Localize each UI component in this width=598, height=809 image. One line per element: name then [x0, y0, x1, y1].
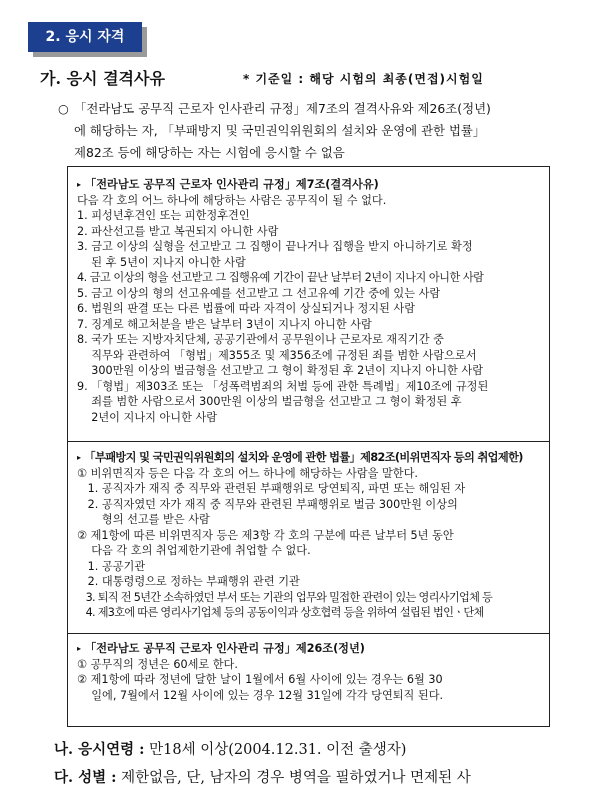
regulation-line: 7. 징계로 해고처분을 받은 날부터 3년이 지나지 아니한 사람 [77, 317, 372, 331]
regulation-line: ① 공무직의 정년은 60세로 한다. [77, 657, 238, 671]
article-title: 「부패방지 및 국민권익위원회의 설치와 운영에 관한 법률」제82조(비위면직자 등의 취업제한) [84, 451, 523, 464]
gender-label: 다. 성별 : [54, 769, 117, 786]
triangle-bullet-icon: ▸ [77, 180, 82, 189]
regulation-box [67, 166, 550, 727]
regulation-line: 1. 공직자가 재직 중 직무와 관련된 부패행위로 당연퇴직, 파면 또는 해임된 자 [77, 482, 466, 495]
regulation-line: ② 제1항에 따라 정년에 달한 날이 1월에서 6월 사이에 있는 경우는 6월 30 [77, 673, 443, 686]
regulation-line: ② 제1항에 따른 비위면직자 등은 제3항 각 호의 구분에 따른 날부터 5년 동안 [77, 528, 454, 542]
regulation-line: 다음 각 호의 어느 하나에 해당하는 사람은 공무직이 될 수 없다. [77, 193, 387, 207]
article-title: 「전라남도 공무직 근로자 인사관리 규정」제26조(정년) [85, 642, 365, 655]
circle-bullet-icon: ○ [58, 101, 69, 116]
regulation-line: 6. 법원의 판결 또는 다른 법률에 따라 자격이 상실되거나 정지된 사람 [77, 302, 416, 315]
reference-date-note: * 기준일 : 해당 시험의 최종(면접)시험일 [243, 72, 484, 86]
regulation-line: 직무와 관련하여 「형법」제355조 및 제356조에 규정된 죄를 범한 사람으로서 [77, 348, 477, 362]
regulation-line: 5. 금고 이상의 형의 선고유예를 선고받고 그 선고유예 기간 중에 있는 사람 [77, 286, 441, 300]
article-title: 「전라남도 공무직 근로자 인사관리 규정」제7조(결격사유) [85, 178, 379, 191]
regulation-line: 2. 대통령령으로 정하는 부패행위 관련 기관 [77, 575, 300, 588]
box-divider [68, 441, 549, 442]
regulation-line: 1. 피성년후견인 또는 피한정후견인 [77, 209, 250, 222]
regulation-line: ① 비위면직자 등은 다음 각 호의 어느 하나에 해당하는 사람을 말한다. [77, 466, 418, 480]
gender-requirement [54, 766, 471, 787]
section-header-label: 2. 응시 자격 [28, 22, 142, 52]
regulation-line: 일에, 7월에서 12월 사이에 있는 경우 12월 31일에 각각 당연퇴직 된다. [77, 688, 444, 702]
regulation-line: 2년이 지나지 아니한 사람 [77, 410, 218, 424]
regulation-line: 3. 퇴직 전 5년간 소속하였던 부서 또는 기관의 업무와 밀접한 관련이 있는 영리사기업체 등 [77, 590, 493, 604]
regulation-line: 2. 공직자였던 자가 재직 중 직무와 관련된 부패행위로 벌금 300만원 이상의 [77, 497, 458, 511]
regulation-line: 2. 파산선고를 받고 복권되지 아니한 사람 [77, 224, 279, 238]
regulation-article-7 [77, 177, 543, 425]
age-value: 만18세 이상(2004.12.31. 이전 출생자) [149, 742, 407, 758]
regulation-article-82 [77, 450, 543, 621]
regulation-line: 형의 선고를 받은 사람 [77, 513, 210, 526]
regulation-line: 죄를 범한 사람으로서 300만원 이상의 벌금형을 선고받고 그 형이 확정된 후 [77, 395, 462, 408]
age-requirement [54, 738, 406, 759]
intro-paragraph [58, 98, 570, 164]
regulation-line: 다음 각 호의 취업제한기관에 취업할 수 없다. [77, 544, 311, 557]
regulation-article-26 [77, 641, 543, 703]
intro-line-3: 제82조 등에 해당하는 자는 시험에 응시할 수 없음 [74, 145, 345, 160]
intro-line-2: 에 해당하는 자, 「부패방지 및 국민권익위원회의 설치와 운영에 관한 법률」 [74, 123, 486, 138]
regulation-line: 된 후 5년이 지나지 아니한 사람 [77, 255, 246, 269]
regulation-line: 9. 「형법」제303조 또는 「성폭력범죄의 처벌 등에 관한 특례법」제10조에 규정된 [77, 379, 489, 393]
triangle-bullet-icon: ▸ [77, 453, 81, 462]
age-label: 나. 응시연령 : [54, 741, 145, 758]
regulation-line: 8. 국가 또는 지방자치단체, 공공기관에서 공무원이나 근로자로 재직기간 중 [77, 333, 444, 346]
regulation-line: 3. 금고 이상의 실형을 선고받고 그 집행이 끝나거나 집행을 받지 아니하기로 확정 [77, 240, 473, 253]
gender-value: 제한없음, 단, 남자의 경우 병역을 필하였거나 면제된 사 [121, 770, 471, 786]
subsection-title: 가. 응시 결격사유 [40, 69, 165, 88]
regulation-line: 4. 금고 이상의 형을 선고받고 그 집행유예 기간이 끝난 날부터 2년이 지나지 아니한 사람 [77, 271, 484, 284]
regulation-line: 4. 제3호에 따른 영리사기업체 등의 공동이익과 상호협력 등을 위하여 설립된 법인ㆍ단체 [77, 606, 484, 619]
section-header [28, 22, 142, 52]
box-divider [68, 633, 549, 634]
triangle-bullet-icon: ▸ [77, 644, 82, 653]
regulation-line: 1. 공공기관 [77, 559, 146, 573]
intro-line-1: 「전라남도 공무직 근로자 인사관리 규정」제7조의 결격사유와 제26조(정년) [74, 101, 491, 116]
regulation-line: 300만원 이상의 벌금형을 선고받고 그 형이 확정된 후 2년이 지나지 아니한 사람 [77, 364, 484, 377]
